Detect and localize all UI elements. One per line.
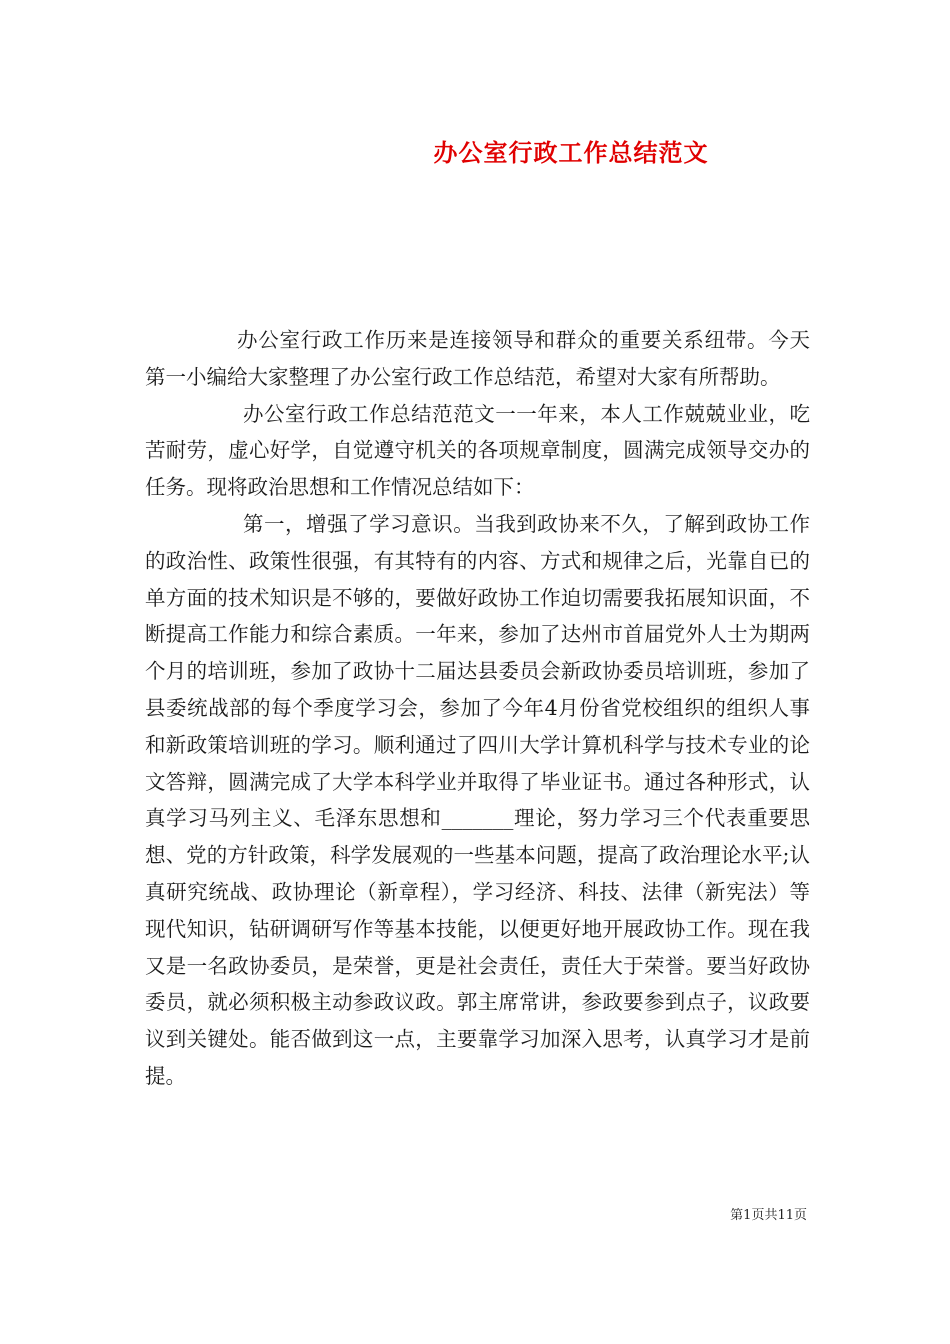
page-number-footer: 第1页共11页: [730, 1208, 807, 1223]
paragraph-intro: 办公室行政工作历来是连接领导和群众的重要关系纽带。今天第一小编给大家整理了办公室行政工作总结范，希望对大家有所帮助。: [145, 328, 810, 389]
paragraph-first-point: 第一，增强了学习意识。当我到政协来不久，了解到政协工作的政治性、政策性很强，有其特有的内容、方式和规律之后，光靠自已的单方面的技术知识是不够的，要做好政协工作迫切需要我拓展知识面，不断提高工作能力和综合素质。一年来，参加了达州市首届党外人士为期两个月的培训班，参加了政协十二届达县委员会新政协委员培训班，参加了县委统战部的每个季度学习会，参加了今年4月份省党校组织的组织人事和新政策培训班的学习。顺利通过了四川大学计算机科学与技术专业的论文答辩，圆满完成了大学本科学业并取得了毕业证书。通过各种形式，认真学习马列主义、毛泽东思想和_______理论，努力学习三个代表重要思想、党的方针政策，科学发展观的一些基本问题，提高了政治理论水平;认真研究统战、政协理论（新章程），学习经济、科技、法律（新宪法）等现代知识，钻研调研写作等基本技能，以便更好地开展政协工作。现在我又是一名政协委员，是荣誉，更是社会责任，责任大于荣誉。要当好政协委员，就必须积极主动参政议政。郭主席常讲，参政要参到点子，议政要议到关键处。能否做到这一点，主要靠学习加深入思考，认真学习才是前提。: [145, 511, 810, 1088]
paragraph-summary-opening: 办公室行政工作总结范范文一一年来，本人工作兢兢业业，吃苦耐劳，虚心好学，自觉遵守机关的各项规章制度，圆满完成领导交办的任务。现将政治思想和工作情况总结如下：: [145, 401, 810, 500]
document-title: 办公室行政工作总结范文: [433, 138, 709, 167]
document-body: [145, 322, 810, 1095]
